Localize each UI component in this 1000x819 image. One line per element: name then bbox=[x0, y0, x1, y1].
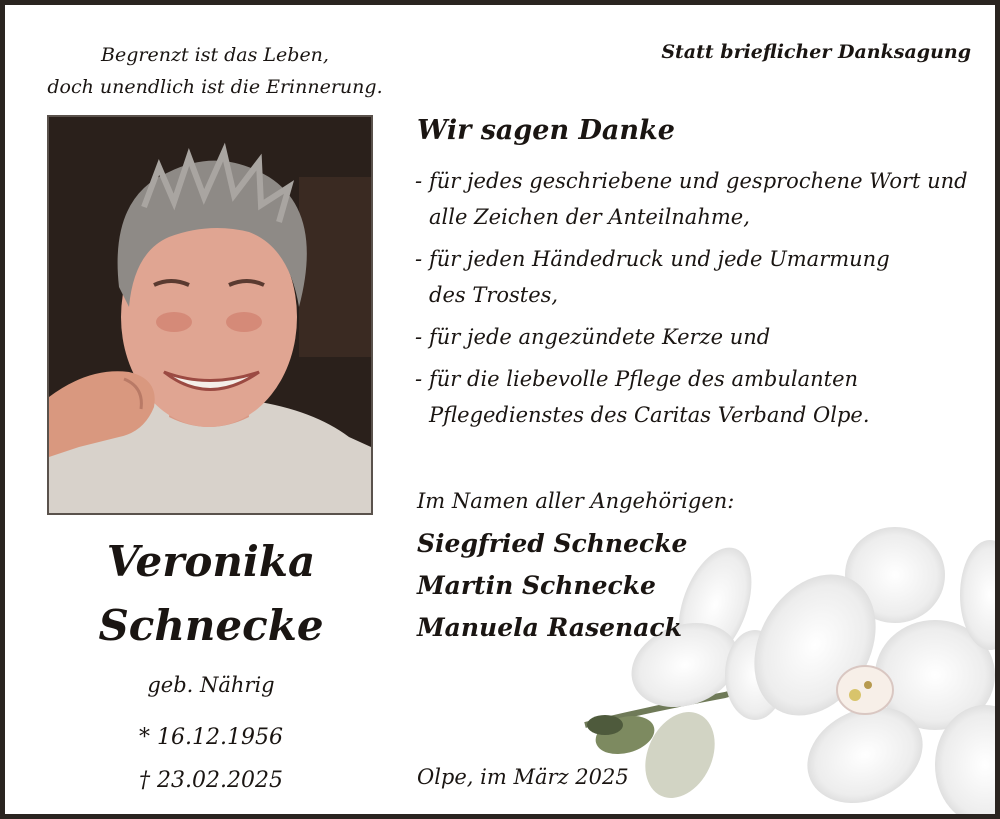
orchid-flower-icon bbox=[565, 525, 1000, 819]
signer-name: Manuela Rasenack bbox=[417, 613, 682, 642]
death-date: † 23.02.2025 bbox=[139, 768, 283, 793]
signer-name: Siegfried Schnecke bbox=[417, 529, 688, 558]
place-and-date: Olpe, im März 2025 bbox=[417, 765, 629, 789]
list-item-line: des Trostes, bbox=[429, 283, 559, 307]
list-item-line: Pflegedienstes des Caritas Verband Olpe. bbox=[429, 403, 870, 427]
quote-line-1: Begrenzt ist das Leben, bbox=[101, 44, 329, 66]
list-dash: - bbox=[415, 367, 423, 391]
list-item-line: für die liebevolle Pflege des ambulanten bbox=[429, 367, 859, 391]
list-dash: - bbox=[415, 169, 423, 193]
list-item bbox=[415, 163, 985, 235]
portrait-illustration bbox=[49, 117, 371, 513]
list-dash: - bbox=[415, 325, 423, 349]
signer-name: Martin Schnecke bbox=[417, 571, 656, 600]
list-item-line: für jeden Händedruck und jede Umarmung bbox=[429, 247, 890, 271]
portrait-photo bbox=[47, 115, 373, 515]
notice-type: Statt brieflicher Danksagung bbox=[661, 41, 971, 63]
list-dash: - bbox=[415, 247, 423, 271]
list-item bbox=[415, 361, 985, 433]
list-item bbox=[415, 319, 985, 355]
on-behalf-text: Im Namen aller Angehörigen: bbox=[417, 489, 735, 513]
list-item bbox=[415, 241, 985, 313]
list-item-line: für jedes geschriebene und gesprochene Wort und bbox=[429, 169, 968, 193]
memorial-quote bbox=[25, 39, 405, 103]
list-item-line: für jede angezündete Kerze und bbox=[429, 325, 771, 349]
list-item-line: alle Zeichen der Anteilnahme, bbox=[429, 205, 750, 229]
deceased-last-name: Schnecke bbox=[98, 601, 324, 650]
maiden-name: geb. Nährig bbox=[147, 673, 275, 697]
quote-line-2: doch unendlich ist die Erinnerung. bbox=[47, 76, 383, 98]
thanks-heading: Wir sagen Danke bbox=[417, 115, 675, 146]
thanks-list bbox=[415, 163, 985, 439]
deceased-first-name: Veronika bbox=[106, 537, 316, 586]
birth-date: * 16.12.1956 bbox=[139, 725, 283, 750]
